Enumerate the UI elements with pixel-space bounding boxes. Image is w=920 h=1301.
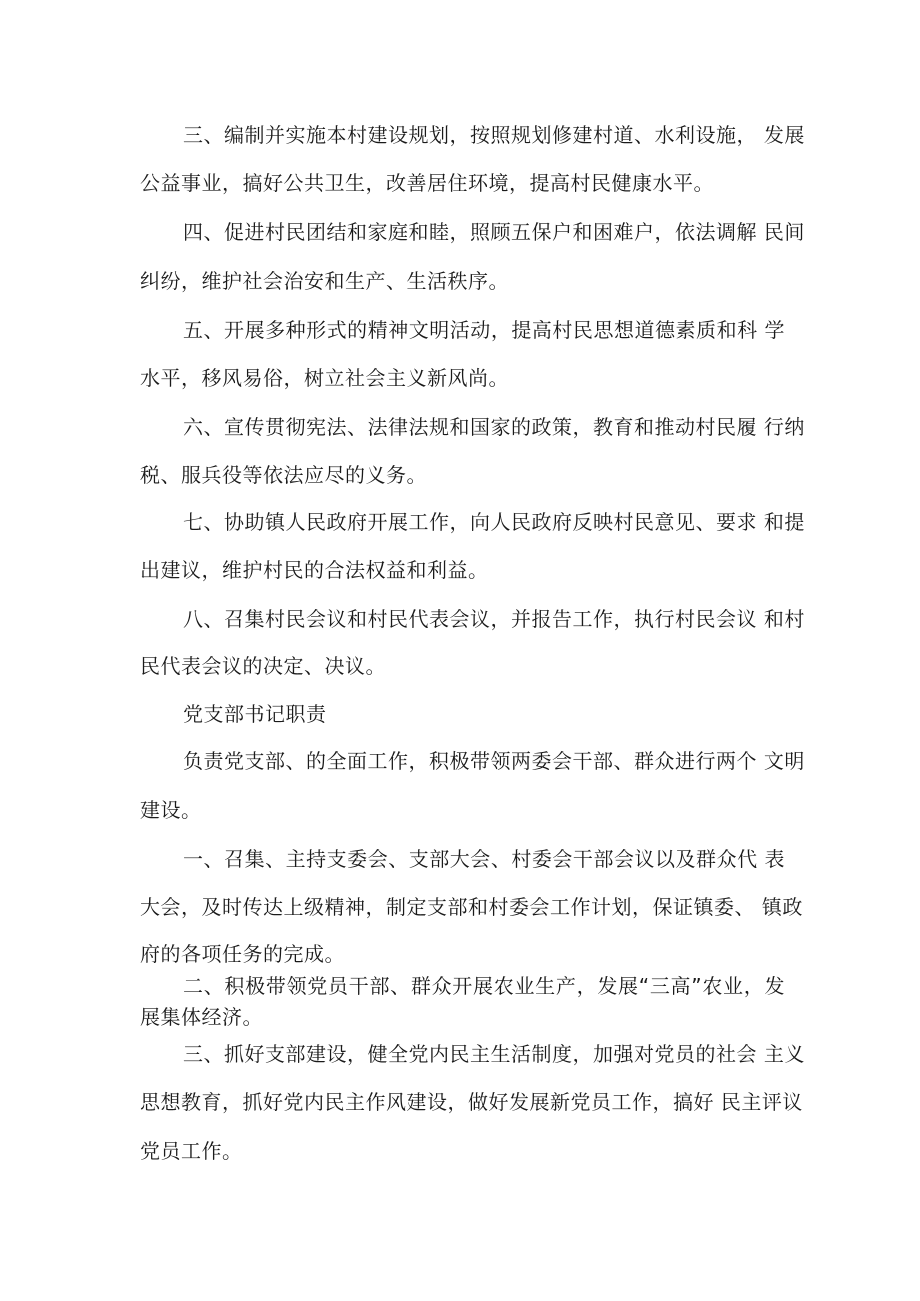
paragraph-line: 税、服兵役等依法应尽的义务。 [140, 463, 427, 487]
paragraph-line: 三、编制并实施本村建设规划，按照规划修建村道、水利设施， 发展 [183, 123, 805, 147]
paragraph-line: 出建议，维护村民的合法权益和利益。 [140, 558, 489, 582]
paragraph-line: 四、促进村民团结和家庭和睦，照顾五保户和困难户，依法调解 民间 [183, 220, 805, 244]
paragraph-line: 水平，移风易俗，树立社会主义新风尚。 [140, 366, 509, 390]
paragraph-line: 五、开展多种形式的精神文明活动，提高村民思想道德素质和科 学 [183, 318, 785, 342]
paragraph-line: 二、积极带领党员干部、群众开展农业生产，发展“三高”农业，发 [183, 974, 785, 998]
paragraph-line: 党员工作。 [140, 1139, 243, 1163]
paragraph-line: 负责党支部、的全面工作，积极带领两委会干部、群众进行两个 文明 [183, 749, 805, 773]
paragraph-line: 思想教育，抓好党内民主作风建设，做好发展新党员工作，搞好 民主评议 [140, 1090, 803, 1114]
paragraph-line: 七、协助镇人民政府开展工作，向人民政府反映村民意见、要求 和提 [183, 510, 805, 534]
paragraph-line: 六、宣传贯彻宪法、法律法规和国家的政策，教育和推动村民履 行纳 [183, 415, 805, 439]
paragraph-line: 一、召集、主持支委会、支部大会、村委会干部会议以及群众代 表 [183, 847, 785, 871]
section-heading: 党支部书记职责 [183, 702, 327, 726]
paragraph-line: 纠纷，维护社会治安和生产、生活秩序。 [140, 269, 509, 293]
paragraph-line: 三、抓好支部建设，健全党内民主生活制度，加强对党员的社会 主义 [183, 1042, 805, 1066]
paragraph-line: 展集体经济。 [140, 1005, 263, 1029]
paragraph-line: 八、召集村民会议和村民代表会议，并报告工作，执行村民会议 和村 [183, 607, 805, 631]
paragraph-line: 民代表会议的决定、决议。 [140, 654, 386, 678]
paragraph-line: 大会，及时传达上级精神，制定支部和村委会工作计划，保证镇委、 镇政 [140, 895, 803, 919]
paragraph-line: 公益事业，搞好公共卫生，改善居住环境，提高村民健康水平。 [140, 171, 714, 195]
paragraph-line: 府的各项任务的完成。 [140, 942, 345, 966]
paragraph-line: 建设。 [140, 798, 202, 822]
